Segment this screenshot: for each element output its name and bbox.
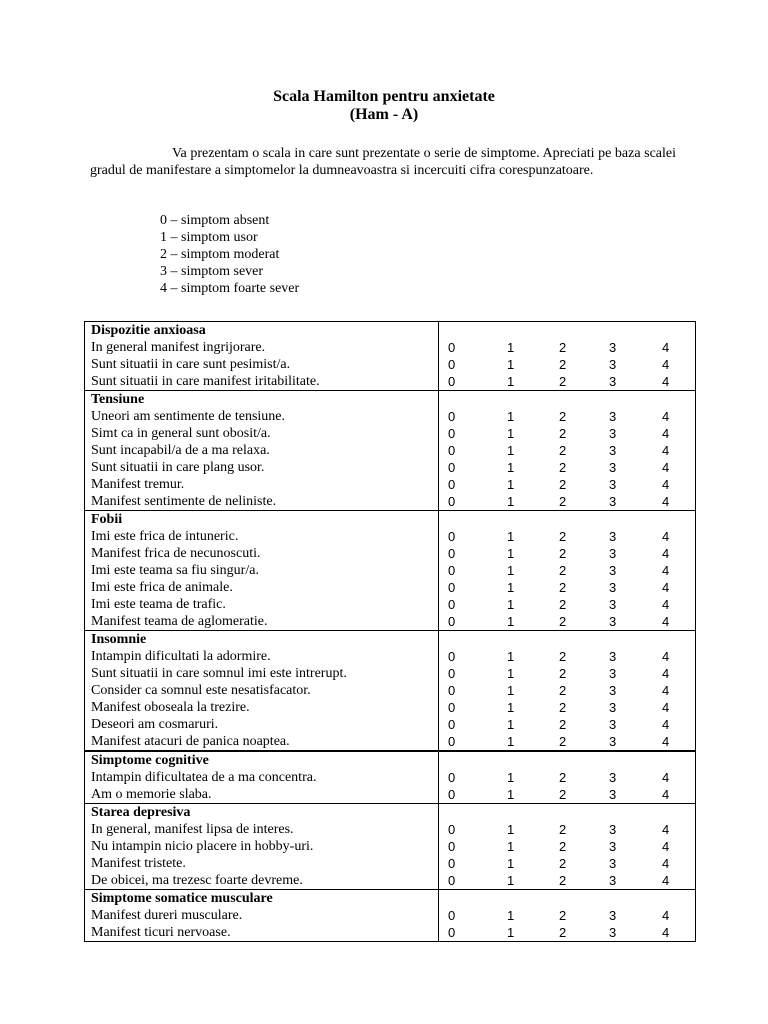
score-row	[439, 665, 695, 682]
score-option-0[interactable]: 0	[448, 546, 456, 561]
score-option-3[interactable]: 3	[609, 717, 617, 732]
scale-section	[85, 803, 695, 889]
score-option-3[interactable]: 3	[609, 734, 617, 749]
score-row	[439, 528, 695, 545]
score-option-1[interactable]: 1	[507, 649, 515, 664]
symptom-item: Manifest tremur.	[91, 477, 185, 492]
score-option-3[interactable]: 3	[609, 770, 617, 785]
legend-item: 4 – simptom foarte sever	[160, 281, 300, 296]
symptom-item: In general, manifest lipsa de interes.	[91, 822, 294, 837]
score-option-4[interactable]: 4	[662, 477, 670, 492]
score-option-3[interactable]: 3	[609, 340, 617, 355]
score-option-1[interactable]: 1	[507, 563, 515, 578]
score-option-0[interactable]: 0	[448, 666, 456, 681]
score-option-1[interactable]: 1	[507, 856, 515, 871]
score-option-3[interactable]: 3	[609, 839, 617, 854]
score-row	[439, 838, 695, 855]
symptom-item: Imi este frica de intuneric.	[91, 529, 239, 544]
symptom-item: Am o memorie slaba.	[91, 787, 212, 802]
score-option-3[interactable]: 3	[609, 908, 617, 923]
score-option-4[interactable]: 4	[662, 357, 670, 372]
score-option-2[interactable]: 2	[559, 597, 567, 612]
symptom-item: De obicei, ma trezesc foarte devreme.	[91, 873, 303, 888]
score-option-2[interactable]: 2	[559, 477, 567, 492]
score-option-0[interactable]: 0	[448, 683, 456, 698]
score-option-0[interactable]: 0	[448, 597, 456, 612]
score-option-1[interactable]: 1	[507, 839, 515, 854]
section-questions	[85, 890, 439, 941]
score-option-4[interactable]: 4	[662, 597, 670, 612]
score-option-2[interactable]: 2	[559, 717, 567, 732]
score-option-2[interactable]: 2	[559, 357, 567, 372]
symptom-item: Intampin dificultatea de a ma concentra.	[91, 770, 317, 785]
score-option-3[interactable]: 3	[609, 494, 617, 509]
score-row	[439, 786, 695, 803]
score-option-4[interactable]: 4	[662, 563, 670, 578]
section-scores	[439, 890, 695, 941]
score-option-1[interactable]: 1	[507, 614, 515, 629]
score-option-1[interactable]: 1	[507, 477, 515, 492]
symptom-scale-table	[84, 321, 696, 942]
score-option-1[interactable]: 1	[507, 409, 515, 424]
symptom-item: Sunt situatii in care manifest iritabilitate.	[91, 374, 320, 389]
score-option-0[interactable]: 0	[448, 717, 456, 732]
score-option-1[interactable]: 1	[507, 443, 515, 458]
score-option-0[interactable]: 0	[448, 426, 456, 441]
score-option-4[interactable]: 4	[662, 717, 670, 732]
score-row	[439, 476, 695, 493]
score-option-4[interactable]: 4	[662, 529, 670, 544]
score-option-0[interactable]: 0	[448, 770, 456, 785]
score-option-2[interactable]: 2	[559, 700, 567, 715]
section-questions	[85, 631, 439, 750]
symptom-item: Manifest teama de aglomeratie.	[91, 614, 268, 629]
score-row	[439, 769, 695, 786]
score-option-2[interactable]: 2	[559, 494, 567, 509]
score-option-2[interactable]: 2	[559, 683, 567, 698]
section-scores	[439, 391, 695, 510]
symptom-item: Simt ca in general sunt obosit/a.	[91, 426, 271, 441]
section-questions	[85, 804, 439, 889]
score-option-4[interactable]: 4	[662, 700, 670, 715]
score-option-0[interactable]: 0	[448, 443, 456, 458]
score-option-0[interactable]: 0	[448, 822, 456, 837]
score-option-2[interactable]: 2	[559, 734, 567, 749]
score-option-4[interactable]: 4	[662, 374, 670, 389]
section-heading: Simptome somatice musculare	[91, 891, 273, 906]
intro-paragraph: Va prezentam o scala in care sunt prezentate o serie de simptome. Apreciati pe baza scalei gradul de manifestare a simptomelor la dumneavoastra si incercuiti cifra corespunzatoare.	[90, 146, 676, 178]
score-row	[439, 459, 695, 476]
symptom-item: Nu intampin nicio placere in hobby-uri.	[91, 839, 314, 854]
symptom-item: Sunt situatii in care sunt pesimist/a.	[91, 357, 291, 372]
score-option-0[interactable]: 0	[448, 856, 456, 871]
score-option-0[interactable]: 0	[448, 460, 456, 475]
score-option-4[interactable]: 4	[662, 839, 670, 854]
score-option-2[interactable]: 2	[559, 925, 567, 940]
score-option-3[interactable]: 3	[609, 873, 617, 888]
legend-item: 2 – simptom moderat	[160, 247, 280, 262]
score-option-4[interactable]: 4	[662, 734, 670, 749]
score-option-2[interactable]: 2	[559, 908, 567, 923]
scale-section	[85, 630, 695, 750]
symptom-item: Manifest oboseala la trezire.	[91, 700, 250, 715]
symptom-item: Deseori am cosmaruri.	[91, 717, 219, 732]
legend-item: 1 – simptom usor	[160, 230, 258, 245]
symptom-item: Sunt situatii in care somnul imi este intrerupt.	[91, 666, 347, 681]
symptom-item: Manifest sentimente de neliniste.	[91, 494, 277, 509]
scale-section	[85, 889, 695, 941]
symptom-item: Sunt situatii in care plang usor.	[91, 460, 265, 475]
score-spacer	[439, 804, 695, 821]
section-heading: Insomnie	[91, 632, 147, 647]
score-option-4[interactable]: 4	[662, 546, 670, 561]
score-option-0[interactable]: 0	[448, 908, 456, 923]
score-option-4[interactable]: 4	[662, 580, 670, 595]
score-option-3[interactable]: 3	[609, 374, 617, 389]
section-questions	[85, 511, 439, 630]
score-option-2[interactable]: 2	[559, 340, 567, 355]
score-option-4[interactable]: 4	[662, 787, 670, 802]
document-subtitle: (Ham - A)	[349, 106, 419, 123]
section-scores	[439, 752, 695, 803]
score-option-3[interactable]: 3	[609, 426, 617, 441]
section-scores	[439, 511, 695, 630]
legend-item: 3 – simptom sever	[160, 264, 264, 279]
score-row	[439, 493, 695, 510]
score-option-3[interactable]: 3	[609, 597, 617, 612]
score-option-4[interactable]: 4	[662, 409, 670, 424]
score-option-1[interactable]: 1	[507, 683, 515, 698]
score-row	[439, 716, 695, 733]
score-option-4[interactable]: 4	[662, 494, 670, 509]
section-scores	[439, 631, 695, 750]
score-option-3[interactable]: 3	[609, 925, 617, 940]
symptom-item: Manifest ticuri nervoase.	[91, 925, 231, 940]
section-heading: Dispozitie anxioasa	[91, 323, 206, 338]
score-option-2[interactable]: 2	[559, 374, 567, 389]
score-option-4[interactable]: 4	[662, 856, 670, 871]
document-title: Scala Hamilton pentru anxietate	[273, 88, 495, 105]
score-option-0[interactable]: 0	[448, 614, 456, 629]
score-option-4[interactable]: 4	[662, 340, 670, 355]
score-option-3[interactable]: 3	[609, 546, 617, 561]
score-option-1[interactable]: 1	[507, 580, 515, 595]
score-row	[439, 596, 695, 613]
score-option-2[interactable]: 2	[559, 787, 567, 802]
symptom-item: Uneori am sentimente de tensiune.	[91, 409, 285, 424]
symptom-item: Imi este teama de trafic.	[91, 597, 226, 612]
scale-section	[85, 510, 695, 630]
score-option-2[interactable]: 2	[559, 856, 567, 871]
score-option-4[interactable]: 4	[662, 460, 670, 475]
score-option-1[interactable]: 1	[507, 546, 515, 561]
score-option-4[interactable]: 4	[662, 925, 670, 940]
score-row	[439, 855, 695, 872]
score-option-2[interactable]: 2	[559, 580, 567, 595]
score-row	[439, 648, 695, 665]
score-row	[439, 924, 695, 941]
symptom-item: Imi este frica de animale.	[91, 580, 233, 595]
score-row	[439, 907, 695, 924]
score-option-2[interactable]: 2	[559, 426, 567, 441]
section-questions	[85, 322, 439, 390]
score-row	[439, 821, 695, 838]
score-option-0[interactable]: 0	[448, 700, 456, 715]
score-option-2[interactable]: 2	[559, 822, 567, 837]
score-option-0[interactable]: 0	[448, 529, 456, 544]
score-row	[439, 356, 695, 373]
score-spacer	[439, 391, 695, 408]
score-option-0[interactable]: 0	[448, 477, 456, 492]
score-option-0[interactable]: 0	[448, 734, 456, 749]
score-option-4[interactable]: 4	[662, 908, 670, 923]
score-option-3[interactable]: 3	[609, 666, 617, 681]
score-option-2[interactable]: 2	[559, 409, 567, 424]
section-heading: Fobii	[91, 512, 123, 527]
score-option-4[interactable]: 4	[662, 614, 670, 629]
score-option-1[interactable]: 1	[507, 925, 515, 940]
score-option-3[interactable]: 3	[609, 409, 617, 424]
score-option-1[interactable]: 1	[507, 494, 515, 509]
section-scores	[439, 322, 695, 390]
score-option-1[interactable]: 1	[507, 340, 515, 355]
score-option-2[interactable]: 2	[559, 546, 567, 561]
score-option-4[interactable]: 4	[662, 443, 670, 458]
score-option-1[interactable]: 1	[507, 529, 515, 544]
score-option-4[interactable]: 4	[662, 873, 670, 888]
score-option-4[interactable]: 4	[662, 649, 670, 664]
section-questions	[85, 391, 439, 510]
score-spacer	[439, 322, 695, 339]
section-heading: Starea depresiva	[91, 805, 191, 820]
score-option-0[interactable]: 0	[448, 580, 456, 595]
score-option-2[interactable]: 2	[559, 563, 567, 578]
score-option-3[interactable]: 3	[609, 443, 617, 458]
score-row	[439, 562, 695, 579]
score-spacer	[439, 890, 695, 907]
score-option-1[interactable]: 1	[507, 666, 515, 681]
score-option-3[interactable]: 3	[609, 529, 617, 544]
score-row	[439, 872, 695, 889]
score-row	[439, 339, 695, 356]
score-option-2[interactable]: 2	[559, 460, 567, 475]
score-option-2[interactable]: 2	[559, 873, 567, 888]
score-option-3[interactable]: 3	[609, 700, 617, 715]
score-row	[439, 373, 695, 390]
score-row	[439, 579, 695, 596]
score-option-4[interactable]: 4	[662, 770, 670, 785]
score-option-1[interactable]: 1	[507, 357, 515, 372]
score-option-2[interactable]: 2	[559, 666, 567, 681]
score-row	[439, 733, 695, 750]
score-option-4[interactable]: 4	[662, 683, 670, 698]
score-option-0[interactable]: 0	[448, 873, 456, 888]
score-spacer	[439, 511, 695, 528]
score-option-0[interactable]: 0	[448, 839, 456, 854]
score-option-3[interactable]: 3	[609, 649, 617, 664]
scale-section	[85, 750, 695, 803]
score-row	[439, 613, 695, 630]
scale-section	[85, 390, 695, 510]
score-option-4[interactable]: 4	[662, 822, 670, 837]
score-row	[439, 682, 695, 699]
score-option-0[interactable]: 0	[448, 925, 456, 940]
score-option-1[interactable]: 1	[507, 787, 515, 802]
score-option-1[interactable]: 1	[507, 770, 515, 785]
symptom-item: Intampin dificultati la adormire.	[91, 649, 271, 664]
symptom-item: Imi este teama sa fiu singur/a.	[91, 563, 259, 578]
score-option-3[interactable]: 3	[609, 563, 617, 578]
legend-item: 0 – simptom absent	[160, 213, 270, 228]
section-heading: Tensiune	[91, 392, 145, 407]
score-option-1[interactable]: 1	[507, 717, 515, 732]
score-option-1[interactable]: 1	[507, 734, 515, 749]
symptom-item: Manifest atacuri de panica noaptea.	[91, 734, 290, 749]
symptom-item: Manifest frica de necunoscuti.	[91, 546, 261, 561]
score-option-0[interactable]: 0	[448, 409, 456, 424]
score-row	[439, 545, 695, 562]
scale-section	[85, 322, 695, 390]
section-questions	[85, 752, 439, 803]
score-option-3[interactable]: 3	[609, 477, 617, 492]
score-option-3[interactable]: 3	[609, 357, 617, 372]
score-option-3[interactable]: 3	[609, 580, 617, 595]
score-option-0[interactable]: 0	[448, 357, 456, 372]
score-legend	[160, 212, 299, 297]
symptom-item: Consider ca somnul este nesatisfacator.	[91, 683, 311, 698]
score-option-3[interactable]: 3	[609, 614, 617, 629]
score-option-3[interactable]: 3	[609, 787, 617, 802]
score-option-0[interactable]: 0	[448, 649, 456, 664]
symptom-item: Manifest tristete.	[91, 856, 186, 871]
section-scores	[439, 804, 695, 889]
score-option-4[interactable]: 4	[662, 426, 670, 441]
score-option-1[interactable]: 1	[507, 908, 515, 923]
score-option-0[interactable]: 0	[448, 494, 456, 509]
score-row	[439, 425, 695, 442]
score-option-2[interactable]: 2	[559, 839, 567, 854]
score-spacer	[439, 752, 695, 769]
score-option-2[interactable]: 2	[559, 770, 567, 785]
score-option-3[interactable]: 3	[609, 683, 617, 698]
symptom-item: Sunt incapabil/a de a ma relaxa.	[91, 443, 270, 458]
score-option-0[interactable]: 0	[448, 787, 456, 802]
score-option-0[interactable]: 0	[448, 563, 456, 578]
score-option-3[interactable]: 3	[609, 822, 617, 837]
score-row	[439, 408, 695, 425]
symptom-item: In general manifest ingrijorare.	[91, 340, 266, 355]
score-option-3[interactable]: 3	[609, 460, 617, 475]
score-option-1[interactable]: 1	[507, 700, 515, 715]
score-option-1[interactable]: 1	[507, 374, 515, 389]
score-option-2[interactable]: 2	[559, 443, 567, 458]
score-option-2[interactable]: 2	[559, 529, 567, 544]
section-heading: Simptome cognitive	[91, 753, 209, 768]
score-option-0[interactable]: 0	[448, 374, 456, 389]
symptom-item: Manifest dureri musculare.	[91, 908, 243, 923]
score-row	[439, 442, 695, 459]
score-option-1[interactable]: 1	[507, 822, 515, 837]
score-option-2[interactable]: 2	[559, 649, 567, 664]
score-option-1[interactable]: 1	[507, 873, 515, 888]
score-option-0[interactable]: 0	[448, 340, 456, 355]
score-spacer	[439, 631, 695, 648]
score-option-1[interactable]: 1	[507, 426, 515, 441]
score-option-3[interactable]: 3	[609, 856, 617, 871]
score-option-1[interactable]: 1	[507, 460, 515, 475]
score-option-2[interactable]: 2	[559, 614, 567, 629]
score-option-1[interactable]: 1	[507, 597, 515, 612]
score-row	[439, 699, 695, 716]
score-option-4[interactable]: 4	[662, 666, 670, 681]
